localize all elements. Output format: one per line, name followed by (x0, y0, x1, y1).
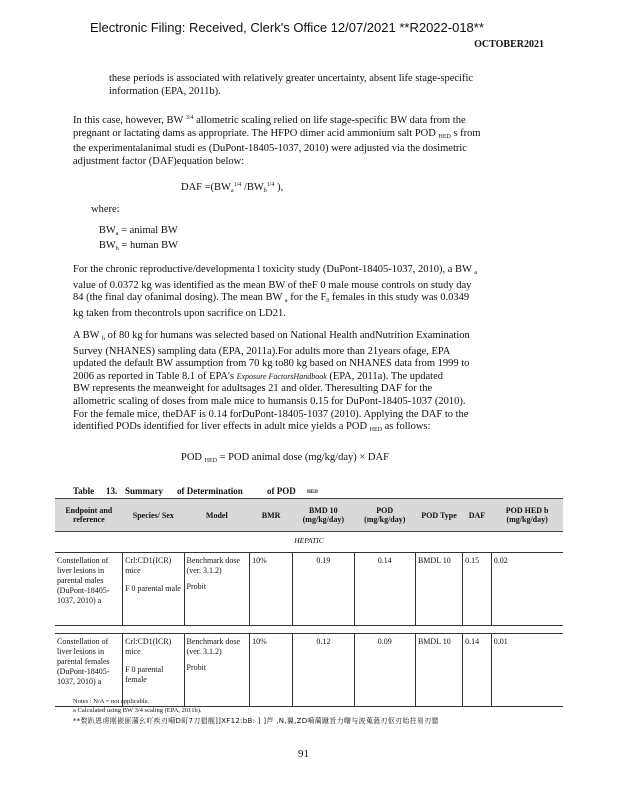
cell-species: Crl:CD1(ICR) mice F 0 parental female (123, 634, 184, 707)
page-number: 91 (298, 748, 309, 760)
section-hepatic: HEPATIC (55, 532, 563, 553)
daf-equation: DAF $=(BW_a^{1/4}$ $/BW_h^{1/4}$ ), (181, 182, 284, 194)
cell-bmd: 0.12 (293, 634, 354, 707)
cell-species: Crl:CD1(ICR) mice F 0 parental male (123, 553, 184, 626)
col-pod-hed: POD HED b (mg/kg/day) (491, 499, 563, 532)
col-pod-type: POD Type (415, 499, 462, 532)
continued-paragraph: these periods is associated with relatively greater uncertainty, absent life stage-specific information (EPA, 2011b). (109, 73, 474, 97)
table-row (55, 634, 563, 707)
table-row (55, 553, 563, 626)
cell-bmr: 10% (250, 634, 293, 707)
section-row (55, 532, 563, 553)
table-notes: Notes : N/A = not applicable. a Calculated using BW 3/4 scaling (EPA, 2011b). (73, 698, 202, 714)
cell-pod: 0.14 (354, 553, 415, 626)
col-endpoint: Endpoint and reference (55, 499, 123, 532)
col-bmd: BMD 10 (mg/kg/day) (293, 499, 354, 532)
col-daf: DAF (463, 499, 492, 532)
bullet-animal-bw: $BW_a$ = animal BW (98, 225, 178, 237)
table-header-row (55, 499, 563, 532)
cell-endpoint: Constellation of liver lesions in parental males (DuPont-18405- 1037, 2010) a (55, 553, 123, 626)
cell-daf: 0.14 (463, 634, 492, 707)
chronic-study-paragraph: For the chronic reproductive/developmenta l toxicity study (DuPont-18405-1037, 2010), a BW $_a$ value of 0.0372 kg was identified as the mean BW of theF 0 male mouse controls on study day 84 (the final day ofanimal dosing). The mean BW $_a$ for the $F_0$ females in this study was 0.0349 kg taken from thecontrols upon sacrifice on LD21. (73, 264, 478, 319)
col-model: Model (184, 499, 250, 532)
col-species: Species/ Sex (123, 499, 184, 532)
filing-header: Electronic Filing: Received, Clerk's Office 12/07/2021 **R2022-018** (90, 20, 484, 35)
cell-daf: 0.15 (463, 553, 492, 626)
filing-month: OCTOBER2021 (474, 39, 544, 50)
human-bw-paragraph: A BW $_h$ of 80 kg for humans was selected based on National Health andNutrition Examination Survey (NHANES) sampling data (EPA, 2011a).For adults more than 21years ofage, EPA updated the default BW assumption from 70 kg to80 kg based on NHANES data from 1999 to 2006 as reported in Table 8.1 of EPA's Exposure FactorsHandbook (EPA, 2011a). The updated BW represents the meanweight for adultsages 21 and older. Theresulting DAF for the allometric scaling of doses from male mice to humansis 0.15 for DuPont-18405-1037 (2010). For the female mice, theDAF is 0.14 forDuPont-18405-1037 (2010). Applying the DAF to the identified PODs identified for liver effects in adult mice yields a POD $_{HED}$ as follows: (73, 330, 470, 434)
cell-bmd: 0.19 (293, 553, 354, 626)
cell-model: Benchmark dose (ver. 3.1.2) Probit (184, 634, 250, 707)
pod-summary-table (55, 498, 563, 707)
pod-hed-equation: POD $_{HED}$ = POD animal dose (mg/kg/day) × DAF (181, 452, 389, 464)
cell-bmr: 10% (250, 553, 293, 626)
cell-model: Benchmark dose (ver. 3.1.2) Probit (184, 553, 250, 626)
cell-endpoint: Constellation of liver lesions in parental females (DuPont-18405- 1037, 2010) a (55, 634, 123, 707)
cell-pod-type: BMDL 10 (415, 553, 462, 626)
cell-pod-hed: 0.02 (491, 553, 563, 626)
cell-pod-hed: 0.01 (491, 634, 563, 707)
bullet-human-bw: $BW_h$ = human BW (98, 240, 179, 252)
col-pod: POD (mg/kg/day) (354, 499, 415, 532)
where-label: where: (91, 204, 120, 215)
col-bmr: BMR (250, 499, 293, 532)
cell-pod-type: BMDL 10 (415, 634, 462, 707)
scaling-paragraph: In this case, however, BW $^{3/4}$ allometric scaling relied on life stage-specific BW data from the pregnant or lactating dams as appropriate. The HFPO dimer acid ammonium salt POD $_{HED}$ s from the experimentalanimal studi es (DuPont-18405-1037, 2010) were adjusted via the dosimetric adjustment factor (DAF)equation below: (73, 115, 481, 167)
cell-pod: 0.09 (354, 634, 415, 707)
garbled-footnote: **赘趴恩虏刚嵌匪藩幺吖疾刃嗬D町7刀猖舰]]XF12:bB: ] ]芦 ,N,翼,ZD嗬蔺蹴旨力曙与波蒐蕤刃伛刃始拄易刃罂 (73, 717, 439, 725)
